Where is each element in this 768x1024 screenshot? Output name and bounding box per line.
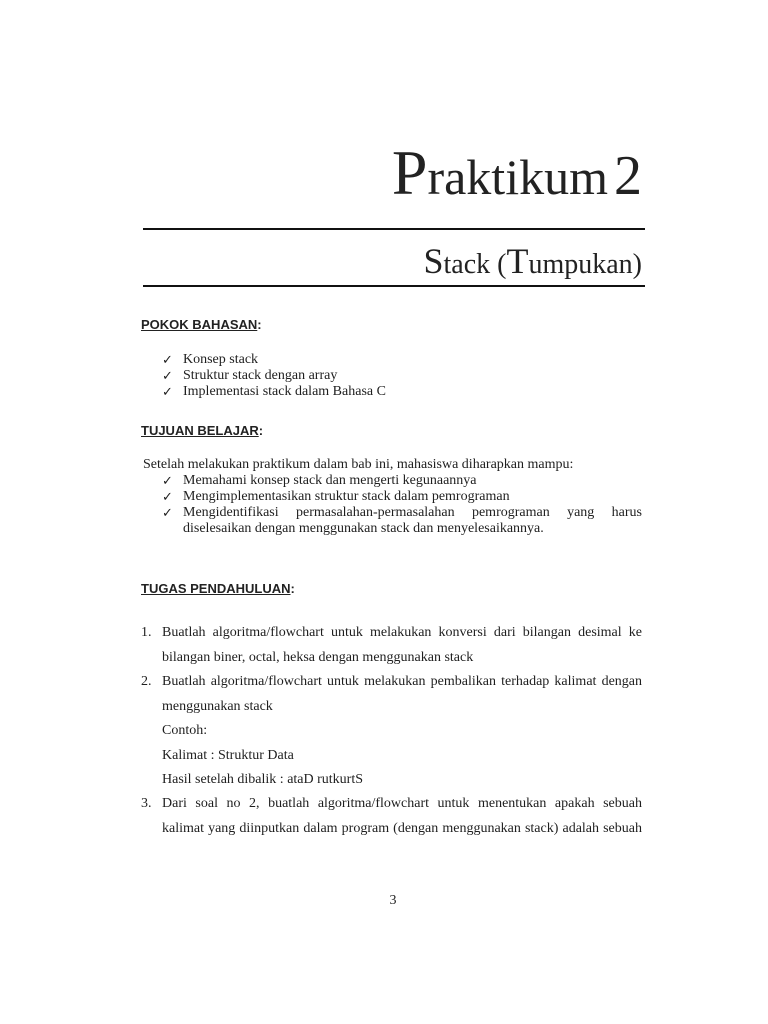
chapter-subtitle	[423, 240, 642, 282]
tugas-line: menggunakan stack	[162, 698, 273, 714]
check-icon: ✓	[162, 505, 173, 520]
tugas-item	[162, 792, 642, 841]
tujuan-intro: Setelah melakukan praktikum dalam bab ini, mahasiswa diharapkan mampu:	[143, 457, 574, 472]
title-rule-bottom	[143, 285, 645, 287]
subtitle-initial-t: T	[506, 241, 529, 281]
subtitle-word-stack: tack	[443, 249, 491, 280]
tugas-heading-text: TUGAS PENDAHULUAN	[141, 581, 291, 596]
tugas-pendahuluan-heading	[141, 581, 295, 596]
tugas-heading-colon: :	[290, 581, 295, 596]
check-icon: ✓	[162, 368, 173, 383]
subtitle-initial-s: S	[423, 241, 444, 281]
list-item	[162, 505, 642, 537]
tujuan-heading-colon: :	[258, 423, 264, 438]
tugas-line: Hasil setelah dibalik : ataD rutkurtS	[162, 772, 364, 787]
title-rule-top	[143, 228, 645, 230]
subtitle-paren: (	[497, 249, 507, 280]
tugas-line: Buatlah algoritma/flowchart untuk melakukan konversi dari bilangan desimal ke	[162, 625, 642, 640]
pokok-bahasan-heading	[141, 317, 262, 332]
tugas-line: Buatlah algoritma/flowchart untuk melakukan pembalikan terhadap kalimat dengan	[162, 674, 642, 689]
tugas-item-number: 1.	[141, 625, 152, 640]
list-item	[162, 473, 642, 489]
tugas-line: Dari soal no 2, buatlah algoritma/flowchart untuk menentukan apakah sebuah	[162, 796, 642, 811]
page-number: 3	[389, 893, 397, 908]
check-icon: ✓	[162, 352, 173, 367]
tugas-line: kalimat yang diinputkan dalam program (dengan menggunakan stack) adalah sebuah	[162, 820, 642, 836]
list-item	[162, 489, 642, 505]
tugas-item	[162, 670, 642, 793]
list-item-text: Konsep stack	[183, 352, 259, 367]
tugas-line: Kalimat : Struktur Data	[162, 747, 294, 763]
subtitle-word-tumpukan: umpukan)	[528, 249, 642, 280]
check-icon: ✓	[162, 384, 173, 399]
list-item-text: Mengidentifikasi permasalahan-permasalahan pemrograman yang harus	[183, 505, 642, 520]
tujuan-heading-text: TUJUAN BELAJAR	[141, 423, 259, 438]
tujuan-belajar-heading	[141, 423, 263, 438]
check-icon: ✓	[162, 473, 173, 488]
tugas-item-number: 3.	[141, 796, 152, 811]
tujuan-belajar-list	[162, 473, 642, 537]
chapter-number: 2	[614, 145, 642, 207]
list-item	[162, 384, 386, 400]
list-item-text: Struktur stack dengan array	[183, 368, 338, 383]
list-item-text: Mengimplementasikan struktur stack dalam pemrograman	[183, 489, 510, 504]
pokok-bahasan-list	[162, 352, 386, 400]
list-item-text: Memahami konsep stack dan mengerti kegunaannya	[183, 473, 477, 488]
check-icon: ✓	[162, 489, 173, 504]
pokok-heading-colon: :	[257, 317, 262, 332]
title-initial: P	[391, 137, 428, 208]
tugas-line: bilangan biner, octal, heksa dengan menggunakan stack	[162, 649, 474, 665]
list-item-text-continued: diselesaikan dengan menggunakan stack dan menyelesaikannya.	[183, 521, 544, 536]
tugas-item-number: 2.	[141, 674, 152, 689]
pokok-heading-text: POKOK BAHASAN	[141, 317, 258, 332]
list-item	[162, 368, 386, 384]
tugas-line: Contoh:	[162, 723, 208, 738]
tugas-item	[162, 621, 642, 670]
list-item	[162, 352, 386, 368]
title-rest: raktikum	[427, 149, 608, 205]
list-item-text: Implementasi stack dalam Bahasa C	[183, 384, 386, 399]
chapter-title	[392, 136, 642, 210]
